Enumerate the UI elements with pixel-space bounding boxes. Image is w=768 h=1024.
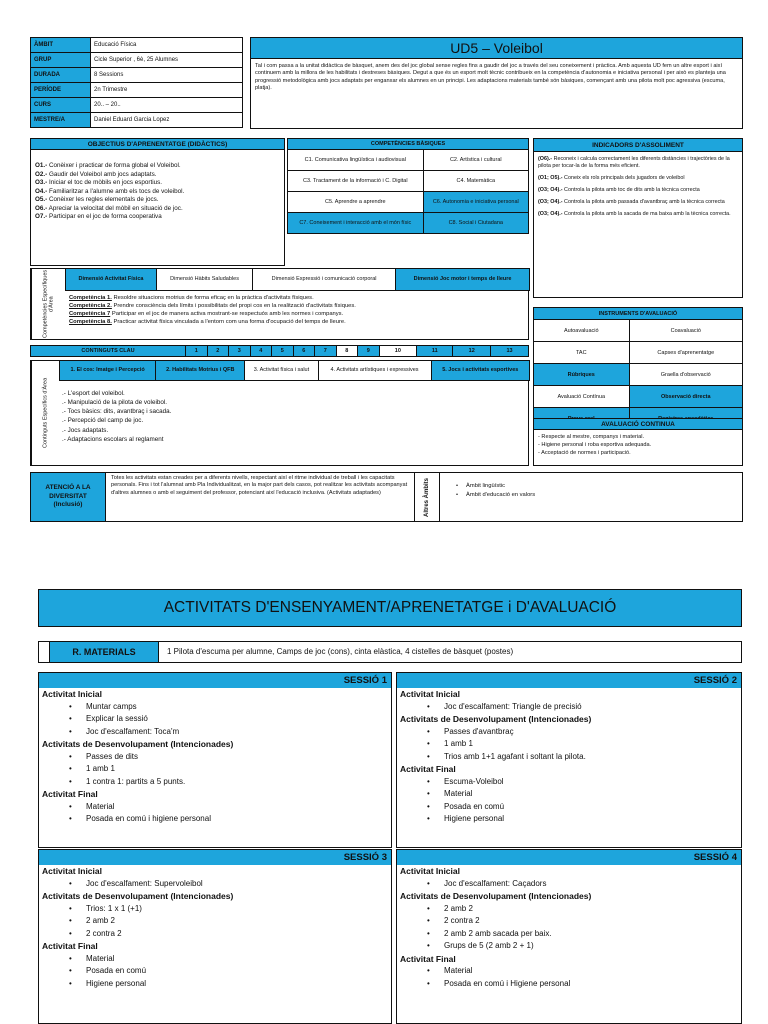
objectives-list	[31, 150, 284, 234]
key-content-number: 3	[229, 346, 251, 357]
meta-row	[31, 83, 243, 98]
objective-text: Participar en el joc de forma cooperativa	[47, 213, 162, 220]
area-competency-label: Competència 7	[69, 311, 111, 318]
materials-text: 1 Pilota d'escuma per alumne, Camps de joc (cons), cinta elàstica, 4 cistelles de bàsquet (postes)	[167, 647, 514, 656]
meta-row	[31, 53, 243, 68]
objective-number: O6.-	[35, 204, 48, 212]
key-content-number: 8	[336, 346, 358, 357]
session-activity-item: • Passes de dits	[69, 751, 391, 764]
session-activity-item: • Higiene personal	[69, 978, 391, 991]
key-content-number: 10	[379, 346, 417, 357]
diversity-label: ATENCIÓ A LA DIVERSITAT (Inclusió)	[31, 473, 106, 521]
area-competency-text: Prendre consciència dels límits i possibilitats del propi cos en la realització d'activitats físiques.	[111, 303, 356, 310]
area-competency-line	[69, 318, 356, 326]
session-activity-item: • Posada en comú	[69, 965, 391, 978]
diversity-text: Totes les activitats estan creades per a diferents nivells, respectant així el ritme individual de treball i les capacitats personals. Fins i tot l'alumnat amb Pla Individualitzat, en la major part dels casos, pot realitzar les activitats acompanyat d'altres alumnes o amb el seguiment del professor, potenciant així l'educació inclusiva. (Activitats adaptades)	[111, 475, 408, 496]
session-activity-item: • 2 contra 2	[427, 915, 741, 928]
objective-text: Conèixer i practicar de forma global el Voleibol.	[47, 162, 181, 169]
objective-text: Apreciar la velocitat del mòbil en situació de joc.	[47, 204, 183, 212]
indicator-ref: (O3; O4).-	[538, 199, 563, 206]
instrument-cell: Rúbriques	[534, 364, 630, 386]
session-activity-item: • Joc d'escalfament: Triangle de precisió	[427, 701, 741, 714]
session-activity-item: • Posada en comú	[427, 801, 741, 814]
area-competency-text: Participar en el joc de manera activa mostrant-se respectuós amb les normes i companys.	[110, 311, 344, 318]
content-ambit-cell: 1. El cos: Imatge i Percepció	[60, 361, 156, 381]
indicator-text: Reconeix i calcula correctament les diferents distàncies i trajectòries de la pilota per tocar-la de la forma més eficient.	[538, 156, 730, 170]
session-section-heading: Activitats de Desenvolupament (Intencionades)	[400, 714, 592, 724]
session-activity-item: • Trios amb 1+1 agafant i soltant la pilota.	[427, 751, 741, 764]
objectives-title: OBJECTIUS D'APRENENTATGE (DIDÀCTICS)	[31, 139, 284, 150]
indicators-list	[534, 152, 742, 227]
session-activity-item: • Escuma-Voleibol	[427, 776, 741, 789]
session-section-heading: Activitat Inicial	[400, 689, 460, 699]
session-title: SESSIÓ 4	[397, 850, 741, 865]
session-card	[38, 849, 392, 1024]
indicator-ref: (O3; O4).-	[538, 187, 563, 194]
materials-label: R. MATERIALS	[49, 642, 159, 662]
competency-cell: C6. Autonomia e iniciativa personal	[423, 192, 528, 213]
session-section-heading: Activitat Final	[42, 941, 98, 951]
indicator-item	[538, 156, 738, 170]
area-competency-label: Competència 2.	[69, 303, 112, 310]
meta-row	[31, 113, 243, 128]
session-activity-list	[397, 701, 741, 714]
session-activity-list	[39, 801, 391, 826]
instruments-box	[533, 307, 743, 430]
session-activity-item: • Trios: 1 x 1 (+1)	[69, 903, 391, 916]
session-activity-item: • 2 amb 2	[69, 915, 391, 928]
content-ambit-cell: 2. Habilitats Motrius i QFB	[156, 361, 245, 381]
indicator-ref: (O1; O5).-	[538, 175, 563, 182]
area-competency-text: Practicar activitat física vinculada a l'entorn com una forma d'ocupació del temps de lleure.	[111, 319, 346, 326]
meta-key: MESTRE/A	[31, 113, 91, 128]
contents-side-label: Continguts Específics d'Àrea	[31, 361, 59, 465]
objective-number: O4.-	[35, 187, 48, 195]
objective-number: O3.-	[35, 179, 48, 186]
session-title: SESSIÓ 3	[39, 850, 391, 865]
other-ambit-text: Àmbit d'educació en valors	[466, 491, 536, 498]
session-activity-item: • 2 contra 2	[69, 928, 391, 941]
session-activity-list	[39, 751, 391, 789]
meta-value: Cicle Superior , 6è, 25 Alumnes	[91, 53, 243, 68]
session-activity-item: • 1 contra 1: partits a 5 punts.	[69, 776, 391, 789]
competency-cell: C2. Artística i cultural	[423, 150, 528, 171]
session-activity-item: • Explicar la sessió	[69, 713, 391, 726]
specific-contents	[30, 360, 529, 466]
session-activity-list	[397, 878, 741, 891]
session-card	[396, 672, 742, 848]
meta-value: Daniel Eduard Garcia Lopez	[91, 113, 243, 128]
objective-item	[35, 162, 280, 171]
objective-item	[35, 188, 280, 197]
session-section-heading: Activitats de Desenvolupament (Intencionades)	[400, 891, 592, 901]
session-activity-item: • 1 amb 1	[427, 738, 741, 751]
session-card	[396, 849, 742, 1024]
session-activity-item: • Grups de 5 (2 amb 2 + 1)	[427, 940, 741, 953]
area-competency-label: Competència 1.	[69, 295, 112, 301]
competency-cell: C5. Aprendre a aprendre	[288, 192, 424, 213]
session-activity-item: • Joc d'escalfament: Supervoleibol	[69, 878, 391, 891]
instrument-cell: Coavaluació	[629, 320, 742, 342]
session-title: SESSIÓ 2	[397, 673, 741, 688]
dimension-cell: Dimensió Joc motor i temps de lleure	[396, 269, 530, 291]
instrument-cell: Capses d'aprenentatge	[629, 342, 742, 364]
key-content-number: 11	[417, 346, 453, 357]
meta-value: 2n Trimestre	[91, 83, 243, 98]
meta-key: DURADA	[31, 68, 91, 83]
session-activity-item: • 1 amb 1	[69, 763, 391, 776]
session-activity-item: • 2 amb 2	[427, 903, 741, 916]
competency-cell: C8. Social i Ciutadana	[423, 213, 528, 234]
content-item: .- L'esport del voleibol.	[62, 390, 125, 397]
session-section-heading: Activitat Final	[42, 789, 98, 799]
session-activity-list	[39, 878, 391, 891]
area-competency-label: Competència 8.	[69, 319, 112, 326]
key-content-number: 12	[453, 346, 491, 357]
activities-title: ACTIVITATS D'ENSENYAMENT/APRENETATGE i D'AVALUACIÓ	[38, 589, 742, 627]
indicators-title: INDICADORS D'ASSOLIMENT	[534, 139, 742, 152]
area-competency-line	[69, 310, 356, 318]
meta-row	[31, 68, 243, 83]
dimension-cell: Dimensió Activitat Física	[66, 269, 157, 291]
competency-cell: C4. Matemàtica	[423, 171, 528, 192]
other-ambit-item	[456, 491, 535, 500]
continuous-eval-box	[533, 418, 743, 466]
session-activity-item: • Material	[427, 788, 741, 801]
indicators-box	[533, 138, 743, 298]
unit-description: Tal i com passa a la unitat didàctica de bàsquet, anem des del joc global sense regles fins a gaudir del joc a través del seu coneixement i pràctica. Amb aquesta UD fem un altre esport i així continuem amb la millora de les habilitats i destreses bàsiques. Degut a que és un esport molt tècnic contribueix en la competència d'autonomia e iniciativa personal i per això es planteja una progressió metodològica amb jocs adaptats per enganxar els alumnes en un principi. Les adaptacions materials també són bàsiques, començant amb una pilota molt poc agressiva (escuma, platja).	[255, 63, 726, 91]
area-competency-text: Resoldre situacions motrius de forma eficaç en la pràctica d'activitats físiques.	[111, 295, 314, 301]
continuous-eval-item: - Acceptació de normes i participació.	[538, 450, 631, 457]
session-activity-item: • Passes d'avantbraç	[427, 726, 741, 739]
area-competency-line	[69, 294, 356, 302]
session-activity-item: • Posada en comú i higiene personal	[69, 813, 391, 826]
other-ambit-text: Àmbit lingüístic	[466, 483, 506, 489]
objective-text: Iniciar el toc de mòbils en jocs esportius.	[47, 179, 163, 186]
content-item: .- Percepció del camp de joc.	[62, 417, 144, 425]
objective-number: O5.-	[35, 196, 48, 203]
session-section-heading: Activitats de Desenvolupament (Intencionades)	[42, 739, 234, 749]
meta-value: 8 Sessions	[91, 68, 243, 83]
session-section-heading: Activitat Inicial	[42, 866, 102, 876]
session-activity-list	[397, 903, 741, 953]
objectives-box	[30, 138, 285, 266]
indicator-item	[538, 175, 738, 182]
competency-cell: C7. Coneixement i interacció amb el món físic	[288, 213, 424, 234]
objective-number: O1.-	[35, 162, 48, 169]
session-activity-item: • Joc d'escalfament: Caçadors	[427, 878, 741, 891]
content-ambit-cell: 5. Jocs i activitats esportives	[431, 361, 530, 381]
session-activity-item: • Material	[69, 801, 391, 814]
meta-row	[31, 38, 243, 53]
indicator-ref: (O6).-	[538, 156, 553, 162]
instruments-title: INSTRUMENTS D'AVALUACIÓ	[534, 308, 743, 320]
area-competency-line	[69, 302, 356, 310]
objective-item	[35, 196, 280, 205]
indicator-item	[538, 199, 738, 206]
session-activity-item: • Joc d'escalfament: Toca'm	[69, 726, 391, 739]
content-item: .- Tocs bàsics: dits, avantbraç i sacada.	[62, 408, 172, 416]
indicator-ref: (O3; O4).-	[538, 211, 563, 218]
key-contents-bar	[30, 345, 529, 357]
meta-key: PERÍODE	[31, 83, 91, 98]
session-card	[38, 672, 392, 848]
key-content-number: 6	[293, 346, 315, 357]
objective-number: O7.-	[35, 213, 48, 220]
content-ambit-cell: 4. Activitats artístiques i expressives	[318, 361, 431, 381]
content-item: .- Manipulació de la pilota de voleibol.	[62, 399, 168, 407]
competency-cell: C1. Comunicativa lingüística i audiovisual	[288, 150, 424, 171]
other-ambit-item	[456, 482, 535, 491]
contents-list	[62, 389, 171, 444]
session-activity-list	[39, 903, 391, 941]
session-activity-list	[39, 701, 391, 739]
objective-item	[35, 171, 280, 180]
session-activity-item: • Muntar camps	[69, 701, 391, 714]
meta-row	[31, 98, 243, 113]
key-content-number: 5	[272, 346, 294, 357]
session-section-heading: Activitats de Desenvolupament (Intencionades)	[42, 891, 234, 901]
key-content-number: 13	[491, 346, 529, 357]
content-ambit-cell: 3. Activitat física i salut	[245, 361, 318, 381]
session-activity-item: • Higiene personal	[427, 813, 741, 826]
session-section-heading: Activitat Final	[400, 764, 456, 774]
meta-value: Educació Física	[91, 38, 243, 53]
materials-row	[38, 641, 742, 663]
key-content-number: 4	[250, 346, 272, 357]
dimension-cell: Dimensió Hàbits Saludables	[157, 269, 253, 291]
session-activity-item: • Material	[69, 953, 391, 966]
objective-item	[35, 179, 280, 188]
bullet-icon: •	[456, 491, 459, 498]
instrument-cell: TAC	[534, 342, 630, 364]
key-content-number: 1	[186, 346, 208, 357]
content-item: .- Adaptacions escolars al reglament	[62, 435, 164, 443]
session-title: SESSIÓ 1	[39, 673, 391, 688]
session-section-heading: Activitat Inicial	[42, 689, 102, 699]
continuous-eval-title: AVALUACIÓ CONTINUA	[534, 419, 742, 430]
objective-text: Conèixer les regles elementals de jocs.	[47, 196, 159, 203]
dimension-cell: Dimensió Expressió i comunicació corporal	[253, 269, 396, 291]
session-activity-item: • Material	[427, 965, 741, 978]
indicator-item	[538, 187, 738, 194]
continuous-eval-item: - Respecte al mestre, companys i material.	[538, 434, 645, 440]
session-section-heading: Activitat Inicial	[400, 866, 460, 876]
key-content-number: 7	[315, 346, 337, 357]
other-ambits-list	[456, 482, 535, 500]
objective-item	[35, 205, 280, 214]
instrument-cell: Avaluació Contínua	[534, 386, 630, 408]
key-contents-title: CONTINGUTS CLAU	[31, 346, 186, 357]
unit-header	[250, 37, 743, 129]
session-activity-list	[397, 776, 741, 826]
key-content-number: 2	[207, 346, 229, 357]
indicator-item	[538, 211, 738, 218]
meta-key: ÀMBIT	[31, 38, 91, 53]
unit-title: UD5 – Voleibol	[251, 38, 742, 59]
other-ambits-label: Altres Àmbits	[414, 473, 440, 521]
diversity-box	[30, 472, 743, 522]
competency-cell: C3. Tractament de la informació i C. Digital	[288, 171, 424, 192]
session-section-heading: Activitat Final	[400, 953, 456, 964]
key-content-number: 9	[358, 346, 380, 357]
objective-text: Familiaritzar a l'alumne amb els tocs de voleibol.	[47, 187, 185, 195]
objective-item	[35, 213, 280, 222]
unit-meta-table	[30, 37, 243, 128]
continuous-eval-item: - Higiene personal i roba esportiva adequada.	[538, 442, 652, 449]
indicator-text: Controla la pilota amb la sacada de ma baixa amb la tècnica correcta.	[562, 211, 731, 218]
meta-value: 20.. – 20..	[91, 98, 243, 113]
session-activity-list	[397, 726, 741, 764]
competencies-box	[287, 138, 529, 234]
session-activity-list	[39, 953, 391, 991]
instrument-cell: Graella d'observació	[629, 364, 742, 386]
content-item: .- Jocs adaptats.	[62, 426, 109, 434]
instrument-cell: Observació directa	[629, 386, 742, 408]
meta-key: CURS	[31, 98, 91, 113]
indicator-text: Controla la pilota amb passada d'avantbraç amb la tècnica correcta	[562, 199, 725, 206]
meta-key: GRUP	[31, 53, 91, 68]
session-activity-item: • Posada en comú i Higiene personal	[427, 978, 741, 991]
instrument-cell: Autoavaluació	[534, 320, 630, 342]
competencies-title: COMPETÈNCIES BÀSIQUES	[288, 139, 529, 150]
objective-number: O2.-	[35, 170, 48, 178]
session-activity-item: • 2 amb 2 amb sacada per baix.	[427, 928, 741, 941]
continuous-eval-list	[534, 430, 742, 460]
indicator-text: Controla la pilota amb toc de dits amb la tècnica correcta	[562, 187, 700, 194]
area-competency-lines	[69, 294, 356, 326]
session-activity-list	[397, 965, 741, 990]
indicator-text: Coneix els rols principals dels jugadors de voleibol	[562, 175, 685, 182]
objective-text: Gaudir del Voleibol amb jocs adaptats.	[47, 170, 157, 178]
area-competencies	[30, 268, 529, 340]
area-side-label: Competències Específiques d'Àrea	[31, 269, 65, 339]
bullet-icon: •	[456, 483, 459, 489]
